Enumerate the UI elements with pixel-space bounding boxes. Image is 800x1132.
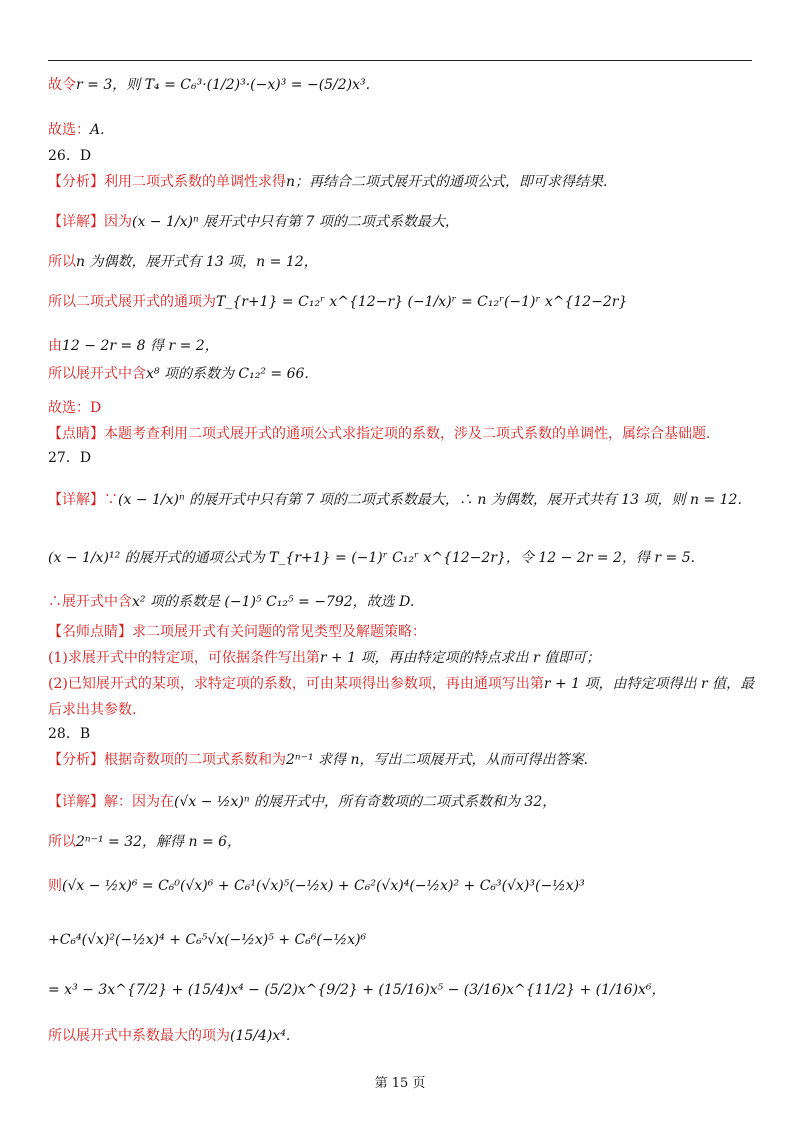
math-expression: r = 3，则 T₄ = C₆³·(1/2)³·(−x)³ = −(5/2)x³.	[76, 77, 371, 93]
text-line	[48, 424, 710, 444]
text-line	[48, 674, 754, 694]
line-text: 【详解】解：因为在	[48, 794, 174, 810]
math-expression: (15/4)x⁴.	[230, 1028, 291, 1044]
line-text: 28．B	[48, 726, 91, 742]
line-text: 所以二项式展开式的通项为	[48, 294, 216, 310]
text-line	[48, 724, 90, 744]
line-text: 所以	[48, 254, 76, 270]
math-expression: x⁸ 项的系数为 C₁₂² = 66.	[146, 366, 309, 382]
math-expression: (√x − ½x)ⁿ 的展开式中，所有奇数项的二项式系数和为 32，	[174, 794, 557, 810]
header-rule	[48, 60, 752, 61]
line-text: 【分析】利用二项式系数的单调性求得	[48, 174, 286, 190]
math-expression: 12 − 2r = 8 得 r = 2，	[62, 338, 219, 354]
text-line	[48, 832, 241, 852]
text-line	[48, 364, 309, 384]
text-line	[48, 648, 600, 668]
text-line	[48, 876, 585, 896]
text-line	[48, 146, 91, 166]
text-line	[48, 448, 91, 468]
line-text: (2)已知展开式的某项，求特定项的系数，可由某项得出参数项，再由通项写出第	[48, 676, 544, 692]
line-text: 故选：D	[48, 400, 102, 416]
line-text: 【名师点睛】求二项展开式有关问题的常见类型及解题策略：	[48, 624, 426, 640]
math-expression: 2ⁿ⁻¹ = 32，解得 n = 6，	[76, 834, 242, 850]
text-line	[48, 75, 370, 95]
math-expression: (√x − ½x)⁶ = C₆⁰(√x)⁶ + C₆¹(√x)⁵(−½x) + C₆²(√x)⁴(−½x)² + C₆³(√x)³(−½x)³	[62, 878, 585, 894]
math-expression: x² 项的系数是 (−1)⁵ C₁₂⁵ = −792，故选 D.	[132, 594, 415, 610]
page-number: 第 15 页	[374, 1076, 426, 1091]
line-text: 故令	[48, 77, 76, 93]
math-expression: n；再结合二项式展开式的通项公式，即可求得结果.	[286, 174, 608, 190]
line-text: 【详解】因为	[48, 214, 132, 230]
line-text: 27．D	[48, 450, 92, 466]
line-text: 26．D	[48, 148, 92, 164]
math-expression: +C₆⁴(√x)²(−½x)⁴ + C₆⁵√x(−½x)⁵ + C₆⁶(−½x)⁶	[48, 932, 367, 948]
math-expression: 2ⁿ⁻¹ 求得 n，写出二项展开式，从而可得出答案.	[286, 752, 588, 768]
line-text: 【详解】∵	[48, 492, 118, 508]
line-text: 后求出其参数.	[48, 702, 137, 718]
text-line	[48, 172, 607, 192]
line-text: 【点睛】本题考查利用二项式展开式的通项公式求指定项的系数，涉及二项式系数的单调性，属综合基础题.	[48, 426, 711, 442]
text-line	[48, 1026, 290, 1046]
line-text: 所以	[48, 834, 76, 850]
line-text: ∴展开式中含	[48, 594, 132, 610]
text-line	[48, 700, 136, 720]
math-expression: A.	[90, 122, 105, 138]
text-line	[48, 592, 414, 612]
text-line	[48, 212, 459, 232]
math-expression: (x − 1/x)ⁿ 展开式中只有第 7 项的二项式系数最大，	[132, 214, 459, 230]
text-line	[48, 398, 101, 418]
text-line	[48, 750, 588, 770]
math-expression: (x − 1/x)¹² 的展开式的通项公式为 T_{r+1} = (−1)ʳ C₁₂ʳ x^{12−2r}，令 12 − 2r = 2，得 r = 5.	[48, 550, 696, 566]
line-text: (1)求展开式中的特定项，可依据条件写出第	[48, 650, 320, 666]
text-line	[48, 792, 556, 812]
math-expression: T_{r+1} = C₁₂ʳ x^{12−r} (−1/x)ʳ = C₁₂ʳ(−1)ʳ x^{12−2r}	[216, 294, 628, 310]
line-text: 所以展开式中含	[48, 366, 146, 382]
line-text: 所以展开式中系数最大的项为	[48, 1028, 230, 1044]
line-text: 则	[48, 878, 62, 894]
text-line	[48, 490, 742, 510]
math-expression: (x − 1/x)ⁿ 的展开式中只有第 7 项的二项式系数最大，∴ n 为偶数，展开式共有 13 项，则 n = 12.	[118, 492, 742, 508]
text-line	[48, 292, 627, 312]
text-line	[48, 930, 366, 950]
text-line	[48, 980, 666, 1000]
math-expression: r + 1 项，再由特定项的特点求出 r 值即可；	[319, 650, 601, 666]
line-text: 由	[48, 338, 62, 354]
text-line	[48, 622, 426, 642]
text-line	[48, 336, 219, 356]
line-text: 【分析】根据奇数项的二项式系数和为	[48, 752, 286, 768]
text-line	[48, 548, 695, 568]
math-expression: = x³ − 3x^{7/2} + (15/4)x⁴ − (5/2)x^{9/2} + (15/16)x⁵ − (3/16)x^{11/2} + (1/16)x⁶，	[48, 982, 666, 998]
math-expression: r + 1 项，由特定项得出 r 值，最	[543, 676, 755, 692]
text-line	[48, 120, 105, 140]
line-text: 故选：	[48, 122, 90, 138]
math-expression: n 为偶数，展开式有 13 项，n = 12，	[76, 254, 318, 270]
text-line	[48, 252, 318, 272]
